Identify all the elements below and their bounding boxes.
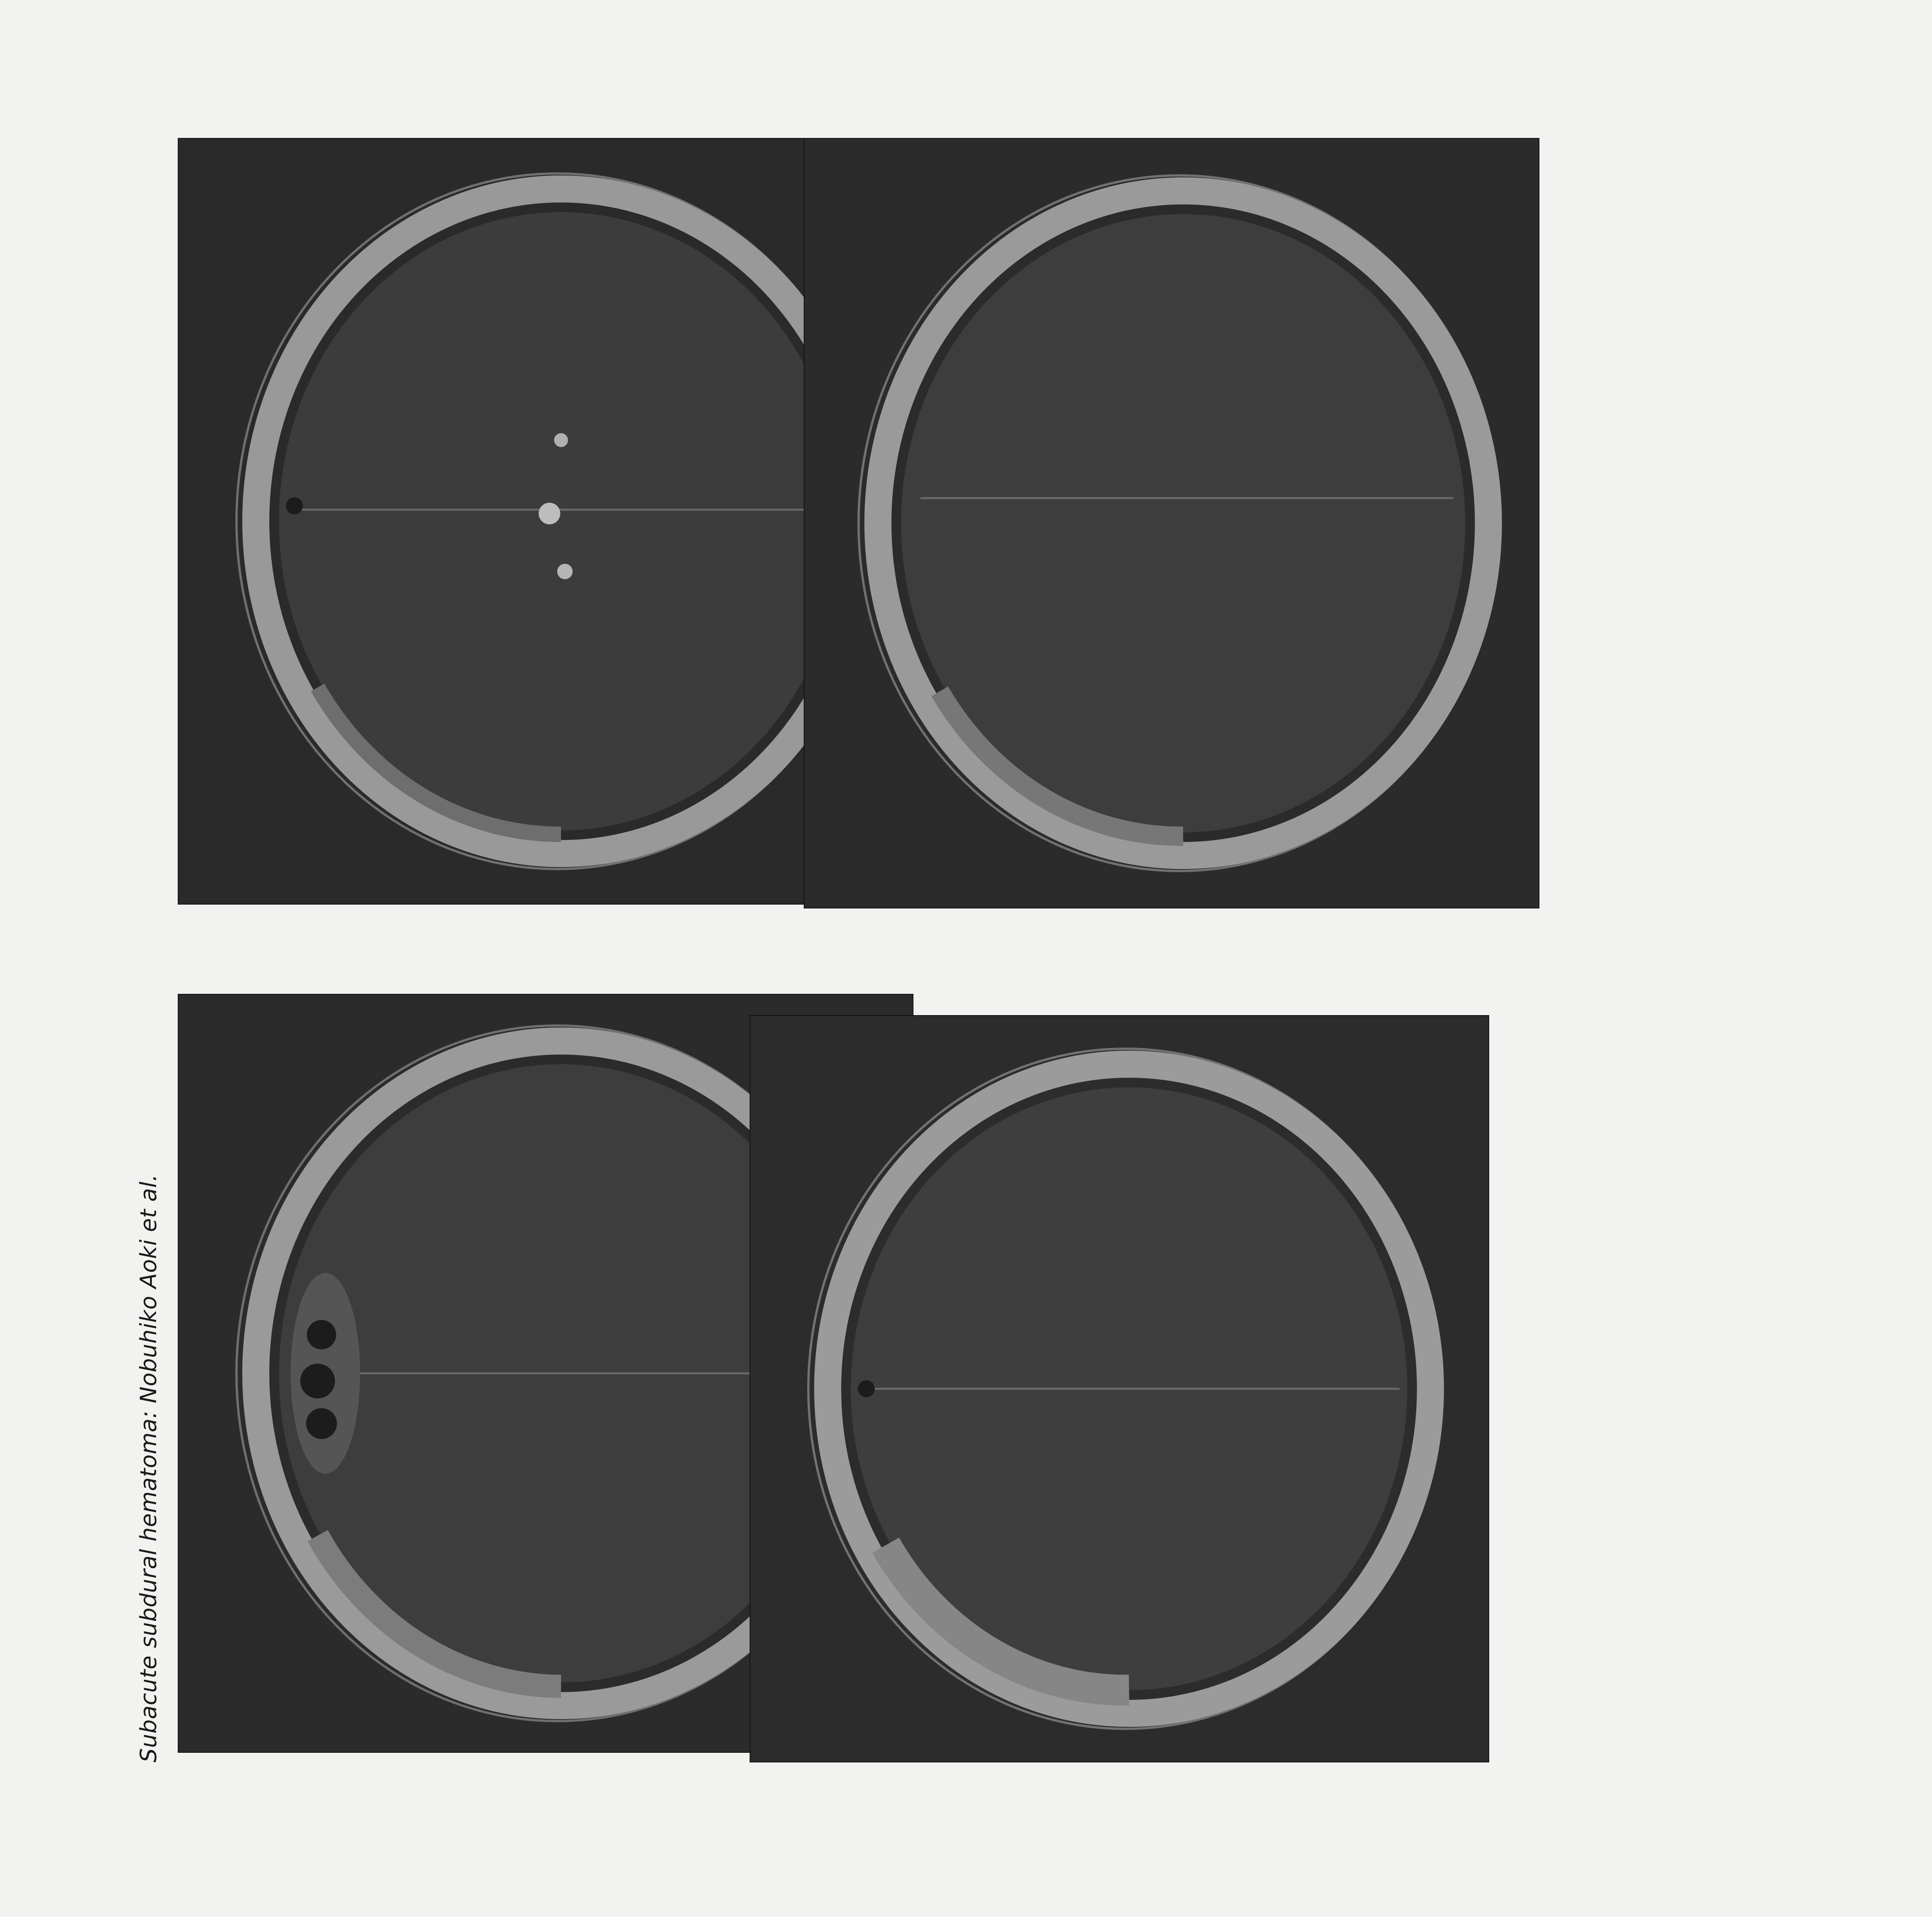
ct-scan-image [804,139,1539,908]
figure2-panel-b-ct-scan [804,138,1539,908]
ct-scan-image [179,139,913,904]
running-head: Subacute subdural hematoma: Nobuhiko Aoki et al. [135,1174,162,1762]
figure1-panel-b-ct-scan [750,1015,1489,1762]
ct-scan-image [750,1016,1488,1762]
figure2-panel-a-ct-scan [178,138,913,905]
